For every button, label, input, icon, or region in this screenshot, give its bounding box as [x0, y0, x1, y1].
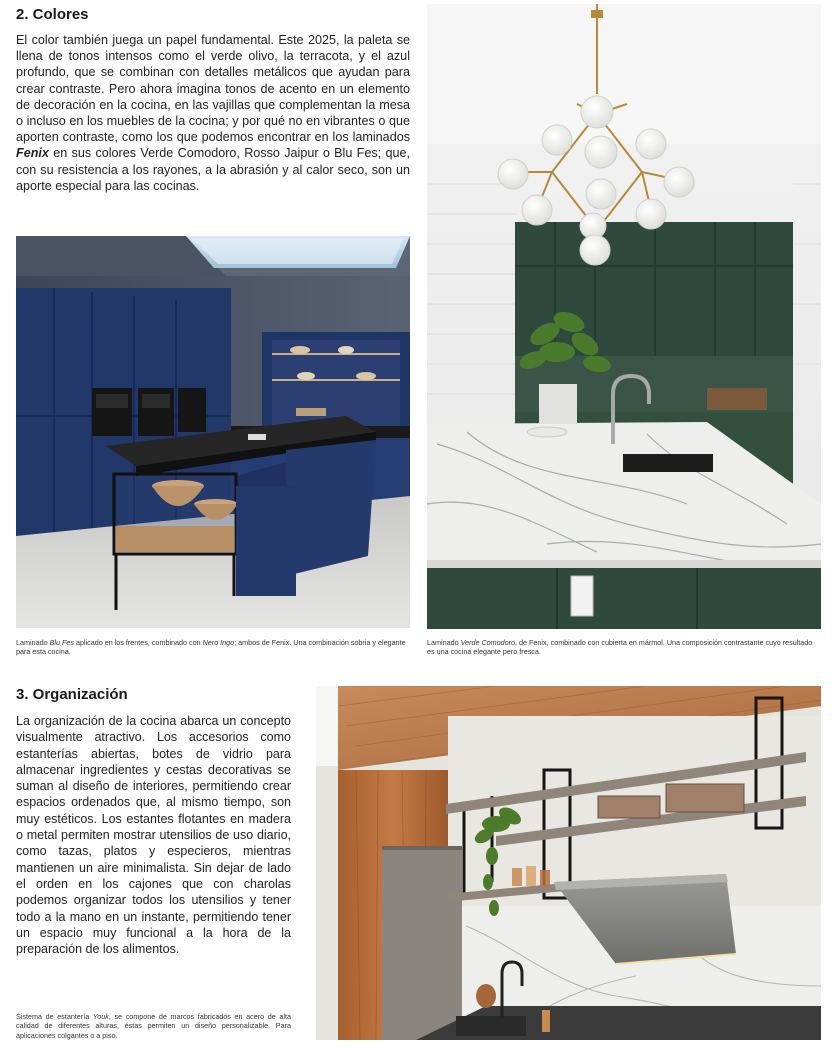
caption-shelf-system: Sistema de estantería Youk, se compone de marcos fabricados en acero de alta calidad de diferentes alturas, éstas permiten un diseño personalizable. Para aplicaciones colgantes o a piso. [16, 1012, 292, 1040]
caption-blue-kitchen: Laminado Blu Fes aplicado en los frentes, combinado con Nero Ingo; ambos de Fenix. Una combinación sobria y elegante para esta cocina. [16, 638, 406, 657]
colores-paragraph: El color también juega un papel fundamental. Este 2025, la paleta se llena de tonos intensos como el verde olivo, la terracota, y el azul profundo, que se combinan con detalles metálicos que ayudan para crear contraste. Pero ahora imagina tonos de acento en un elemento de decoración en la cocina, en las vajillas que complementan la mesa o incluso en los muebles de la cocina; y por qué no en vibrantes o que aporten contraste, como los que podemos encontrar en los laminados Fenix en sus colores Verde Comodoro, Rosso Jaipur o Blu Fes; que, con su resistencia a los rayones, a la abrasión y al calor seco, son un aporte especial para las cocinas. [16, 33, 410, 193]
section-heading-colores: 2. Colores [16, 6, 89, 23]
organizacion-paragraph: La organización de la cocina abarca un concepto visualmente atractivo. Los accesorios como estanterías abiertas, botes de vidrio para almacenar ingredientes y cestas decorativas se suman al diseño de interiores, permitiendo crear espacios ordenados que, al mismo tiempo, son muy estéticos. Los estantes flotantes en madera o metal permiten mostrar utensilios de uso diario, como tazas, platos y especieros, mientras mantienen un aire minimalista. Sin dejar de lado el orden en los cajones que con charolas podemos organizar todos los utensilios y tener todo a la mano en un instante, permitiendo tener un espacio muy funcional a la hora de la preparación de los alimentos. [16, 714, 291, 957]
shelf-kitchen-photo [316, 686, 821, 1040]
fenix-brand: Fenix [16, 146, 49, 161]
section-heading-organizacion: 3. Organización [16, 686, 128, 703]
blue-kitchen-photo [16, 236, 410, 628]
caption-green-kitchen: Laminado Verde Comodoro, de Fenix, combinado con cubierta en mármol. Una composición contrastante cuyo resultado es una cocina elegante pero fresca. [427, 638, 813, 657]
green-kitchen-photo [427, 4, 821, 629]
